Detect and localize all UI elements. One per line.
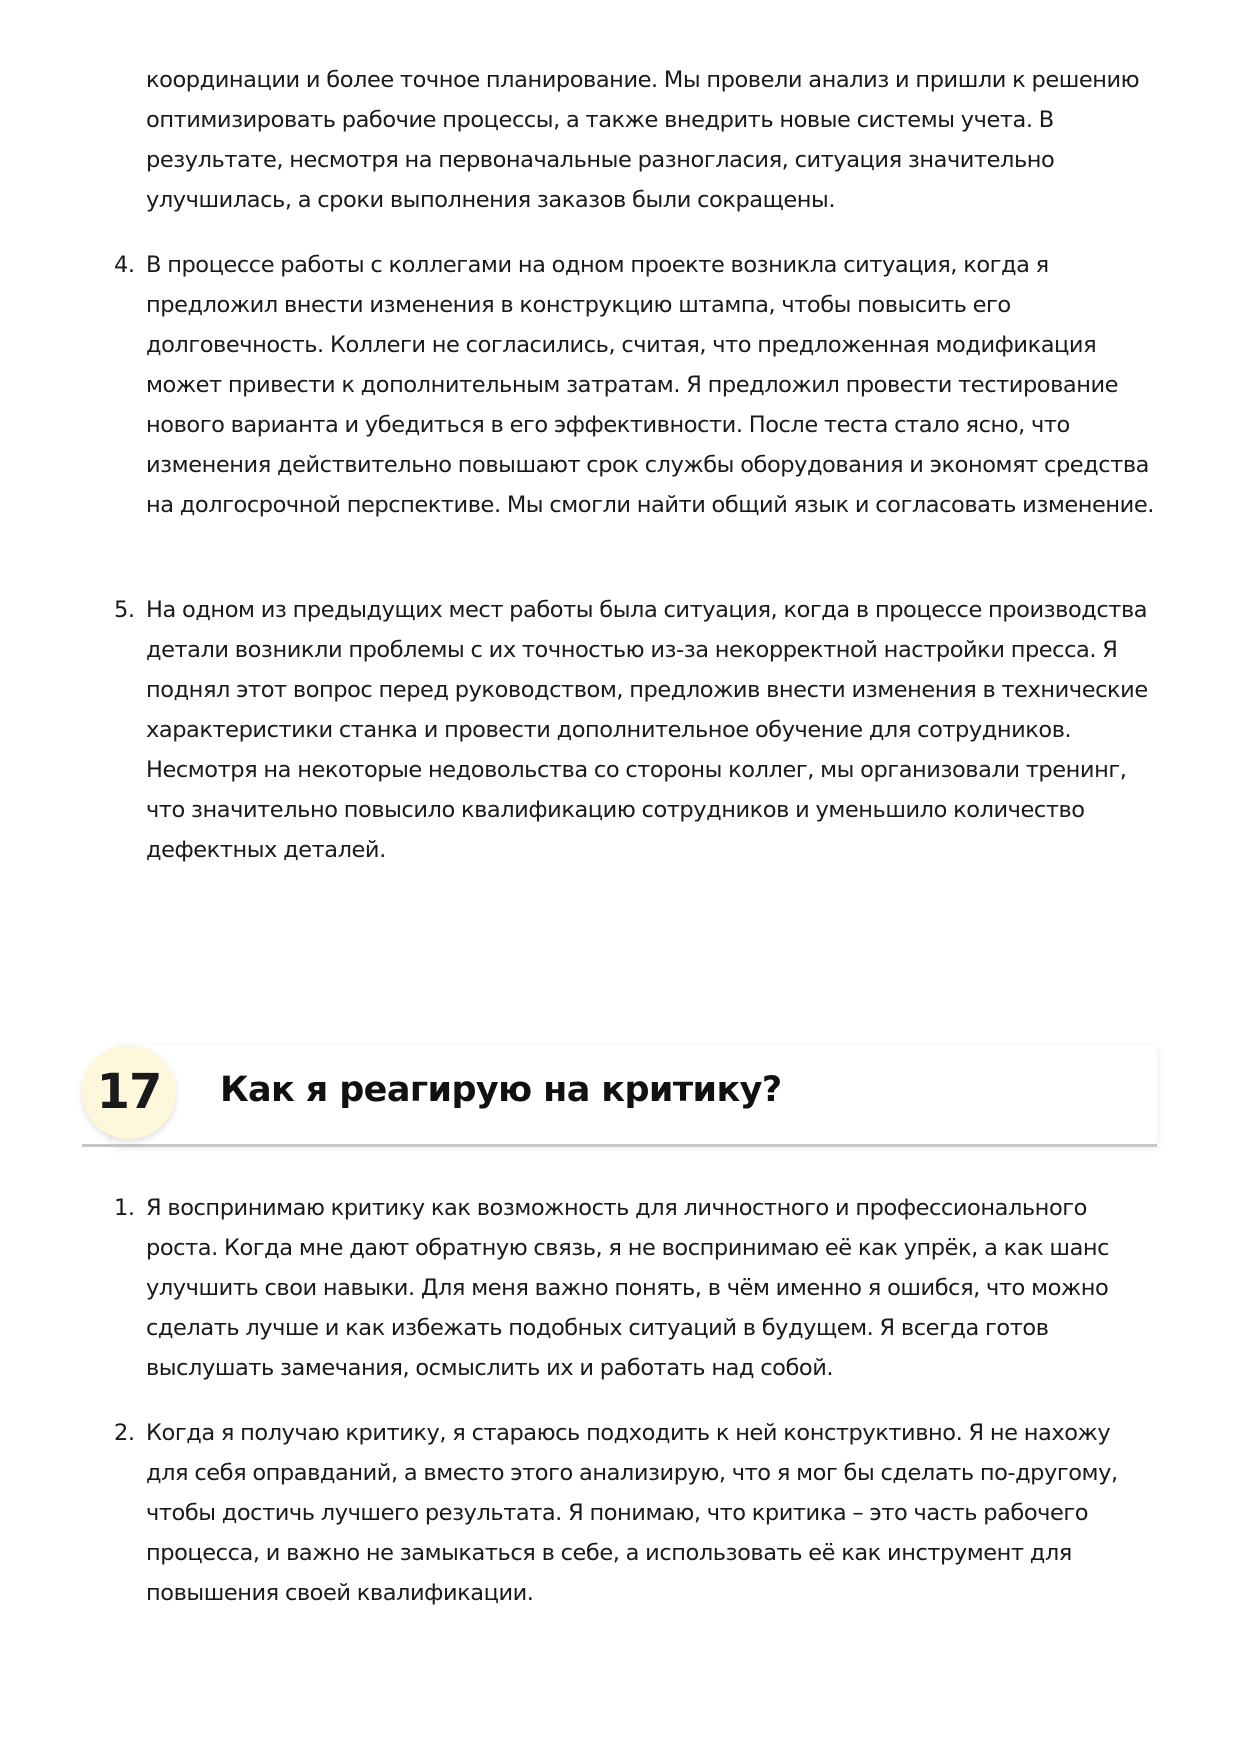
list-item-text: Когда я получаю критику, я стараюсь подходить к ней конструктивно. Я не нахожу для себя оправданий, а вместо этого анализирую, что я мог бы сделать по-другому, чтобы достичь лучшего результата. Я понимаю, что критика – это часть рабочего процесса, и важно не замыкаться в себе, а использовать её как инструмент для повышения своей квалификации. [146,1420,1118,1606]
section-title: Как я реагирую на критику? [220,1070,782,1110]
section-number: 17 [96,1064,162,1120]
list-item-number: 1. [114,1195,135,1221]
section-number-badge [82,1045,176,1139]
list-item-text: В процессе работы с коллегами на одном проекте возникла ситуация, когда я предложил внести изменения в конструкцию штампа, чтобы повысить его долговечность. Коллеги не согласились, считая, что предложенная модификация может привести к дополнительным затратам. Я предложил провести тестирование нового варианта и убедиться в его эффективности. После теста стало ясно, что изменения действительно повышают срок службы оборудования и экономят средства на долгосрочной перспективе. Мы смогли найти общий язык и согласовать изменение. [146,252,1154,518]
list-item-text: На одном из предыдущих мест работы была ситуация, когда в процессе производства детали возникли проблемы с их точностью из-за некорректной настройки пресса. Я поднял этот вопрос перед руководством, предложив внести изменения в технические характеристики станка и провести дополнительное обучение для сотрудников. Несмотря на некоторые недовольства со стороны коллег, мы организовали тренинг, что значительно повысило квалификацию сотрудников и уменьшило количество дефектных деталей. [146,597,1148,863]
list-item-number: 2. [114,1420,135,1446]
list-item-number: 4. [114,252,135,278]
list-item-text: Я воспринимаю критику как возможность для личностного и профессионального роста. Когда мне дают обратную связь, я не воспринимаю её как упрёк, а как шанс улучшить свои навыки. Для меня важно понять, в чём именно я ошибся, что можно сделать лучше и как избежать подобных ситуаций в будущем. Я всегда готов выслушать замечания, осмыслить их и работать над собой. [146,1195,1110,1381]
section-divider [82,1144,1157,1147]
list-item-number: 5. [114,597,135,623]
continuation-paragraph: координации и более точное планирование. Мы провели анализ и пришли к решению оптимизировать рабочие процессы, а также внедрить новые системы учета. В результате, несмотря на первоначальные разногласия, ситуация значительно улучшилась, а сроки выполнения заказов были сокращены. [146,67,1140,213]
section-header [82,1043,1157,1148]
